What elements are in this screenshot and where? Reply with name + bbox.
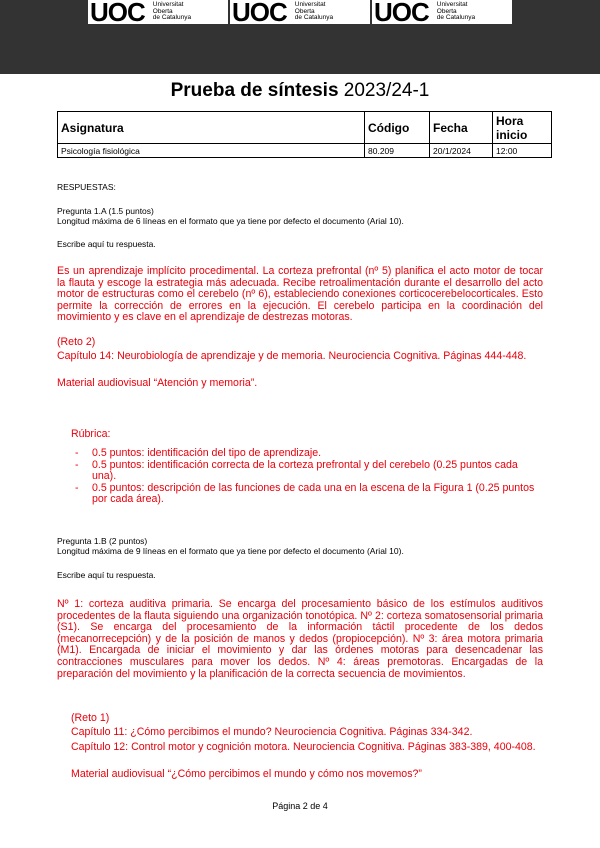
info-table xyxy=(57,111,552,158)
question-1b-reference: Material audiovisual “¿Cómo percibimos el mundo y cómo nos movemos?” xyxy=(71,768,422,780)
logo-mark: UOC xyxy=(374,0,429,27)
rubric-item: - 0.5 puntos: descripción de las funciones de cada una en la escena de la Figura 1 (0.25 puntos por cada área). xyxy=(71,483,543,505)
header-fecha: Fecha xyxy=(430,112,493,144)
header-hora-inicio: Hora inicio xyxy=(493,112,552,144)
question-1b-limit: Longitud máxima de 9 líneas en el formato que ya tiene por defecto el documento (Arial 10). xyxy=(57,546,404,556)
title-period: 2023/24-1 xyxy=(338,80,430,101)
logo-text: Universitat Oberta de Catalunya xyxy=(294,1,334,22)
uoc-logo xyxy=(88,0,228,27)
question-1a-reference: Capítulo 14: Neurobiología de aprendizaje y de memoria. Neurociencia Cognitiva. Páginas 444-448. xyxy=(57,350,527,362)
question-1b-prompt: Escribe aquí tu respuesta. xyxy=(57,570,156,580)
question-1a-reto: (Reto 2) xyxy=(57,336,96,348)
rubric-list xyxy=(71,448,543,506)
title-bold: Prueba de síntesis xyxy=(170,80,339,101)
question-1a-reference: Material audiovisual “Atención y memoria”. xyxy=(57,377,258,389)
rubric-item: - 0.5 puntos: identificación correcta de la corteza prefrontal y del cerebelo (0.25 puntos cada una). xyxy=(71,460,543,482)
question-1a-heading: Pregunta 1.A (1.5 puntos) xyxy=(57,206,154,216)
uoc-logo xyxy=(230,0,370,27)
page-footer: Página 2 de 4 xyxy=(272,801,328,811)
header-asignatura: Asignatura xyxy=(58,112,365,144)
logo-mark: UOC xyxy=(90,0,145,27)
header-codigo: Código xyxy=(365,112,430,144)
respuestas-label: RESPUESTAS: xyxy=(57,182,116,192)
page-title xyxy=(0,80,600,102)
logo-text: Universitat Oberta de Catalunya xyxy=(436,1,476,22)
cell-codigo: 80.209 xyxy=(365,144,430,158)
question-1a-answer: Es un aprendizaje implícito procedimental. La corteza prefrontal (nº 5) planifica el acto motor de tocar la flauta y escoge la estrategia más adecuada. Recibe retroalimentación durante el desarrollo del acto motor de estructuras como el cerebelo (nº 6), estableciendo conexiones corticocerebelocorticales. Esto permite la corrección de errores en la ejecución. El cerebelo participa en la coordinación del movimiento y es clave en el aprendizaje de destrezas motoras. xyxy=(57,265,543,324)
question-1a-limit: Longitud máxima de 6 líneas en el formato que ya tiene por defecto el documento (Arial 10). xyxy=(57,216,404,226)
cell-fecha: 20/1/2024 xyxy=(430,144,493,158)
info-table-row xyxy=(58,144,552,158)
logo-mark: UOC xyxy=(232,0,287,27)
rubric-item: - 0.5 puntos: identificación del tipo de aprendizaje. xyxy=(71,448,543,459)
uoc-logo xyxy=(372,0,512,27)
question-1b-reto: (Reto 1) xyxy=(71,712,110,724)
question-1a-prompt: Escribe aquí tu respuesta. xyxy=(57,239,156,249)
question-1b-reference: Capítulo 12: Control motor y cognición motora. Neurociencia Cognitiva. Páginas 383-389, 400-408. xyxy=(71,741,536,753)
header-band xyxy=(0,0,600,74)
rubric-title: Rúbrica: xyxy=(71,428,111,440)
logo-text: Universitat Oberta de Catalunya xyxy=(152,1,192,22)
question-1b-reference: Capítulo 11: ¿Cómo percibimos el mundo? Neurociencia Cognitiva. Páginas 334-342. xyxy=(71,726,473,738)
cell-hora: 12:00 xyxy=(493,144,552,158)
question-1b-heading: Pregunta 1.B (2 puntos) xyxy=(57,536,148,546)
cell-asignatura: Psicología fisiológica xyxy=(58,144,365,158)
question-1b-answer: Nº 1: corteza auditiva primaria. Se encarga del procesamiento básico de los estímulos auditivos procedentes de la flauta siguiendo una organización tonotópica. Nº 2: corteza somatosensorial primaria (S1). Se encarga del procesamiento de la información táctil procedente de los dedos (mecanorrecepción) y de la posición de manos y dedos (propiocepción). Nº 3: área motora primaria (M1). Encargada de iniciar el movimiento y dar las órdenes motoras para desencadenar las contracciones musculares para mover los dedos. Nº 4: áreas premotoras. Encargadas de la preparación del movimiento y la planificación de la correcta secuencia de movimientos. xyxy=(57,598,543,680)
info-table-header-row xyxy=(58,112,552,144)
